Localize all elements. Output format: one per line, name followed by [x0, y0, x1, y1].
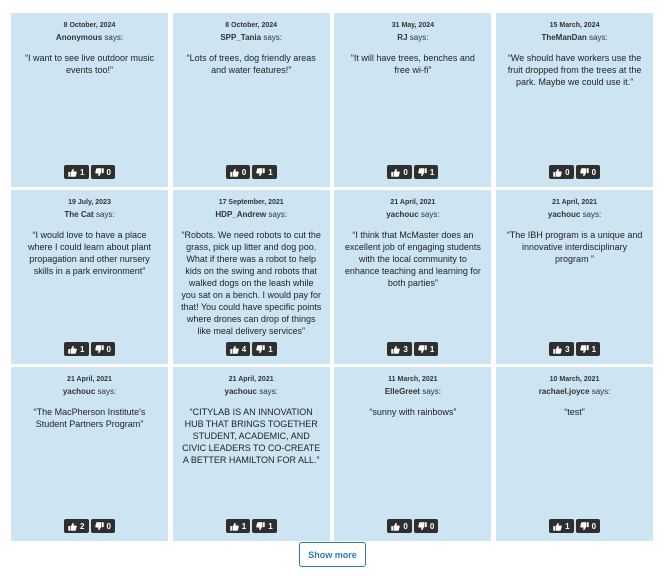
vote-bar: [173, 342, 330, 356]
comment-author: yachouc: [386, 210, 419, 219]
thumbs-down-icon: [418, 168, 427, 177]
says-label: says:: [422, 387, 441, 396]
vote-bar: [11, 165, 168, 179]
vote-bar: [334, 342, 491, 356]
like-button[interactable]: [64, 165, 88, 179]
dislike-count: 1: [268, 344, 273, 354]
like-count: 0: [403, 167, 408, 177]
comment-byline: [502, 386, 647, 398]
like-count: 1: [80, 344, 85, 354]
thumbs-down-icon: [580, 345, 589, 354]
thumbs-down-icon: [580, 522, 589, 531]
dislike-button[interactable]: [576, 165, 600, 179]
comment-card: [334, 367, 491, 541]
comment-date: 11 March, 2021: [388, 376, 438, 383]
dislike-count: 1: [429, 167, 435, 177]
comment-byline: [340, 32, 485, 44]
comment-card: [496, 190, 653, 364]
dislike-count: 0: [591, 521, 597, 531]
comment-byline: [502, 32, 647, 44]
thumbs-up-icon: [553, 522, 562, 531]
says-label: says:: [589, 33, 608, 42]
dislike-count: 0: [106, 167, 111, 177]
comment-card: [334, 13, 491, 187]
vote-bar: [334, 165, 491, 179]
dislike-count: 1: [268, 521, 273, 531]
like-button[interactable]: [226, 519, 250, 533]
thumbs-down-icon: [418, 522, 427, 531]
dislike-button[interactable]: [91, 342, 115, 356]
comment-date: 21 April, 2021: [228, 376, 274, 383]
dislike-button[interactable]: [252, 519, 276, 533]
comment-text: “sunny with rainbows”: [369, 407, 457, 417]
says-label: says:: [97, 387, 117, 396]
comment-text: “Robots. We need robots to cut the grass, pick up litter and dog poo. What if there was a robot to help kids on the swing and robots that walked dogs on the leash while you sat on a bench. I would pay for that! You could have specific points where drones can drop of things like meal delivery services”: [181, 230, 322, 336]
comment-date: 15 March, 2024: [549, 22, 600, 29]
comment-author: ElleGreet: [384, 387, 420, 396]
vote-bar: [11, 519, 168, 533]
thumbs-up-icon: [68, 168, 77, 177]
thumbs-down-icon: [256, 345, 265, 354]
thumbs-up-icon: [553, 168, 562, 177]
like-count: 2: [80, 521, 85, 531]
like-count: 0: [403, 521, 408, 531]
comment-text: “test”: [564, 407, 585, 417]
comment-text: “It will have trees, benches and free wi-fi”: [350, 53, 475, 75]
comment-author: rachael.joyce: [538, 387, 590, 396]
comment-card: [11, 367, 168, 541]
like-count: 3: [403, 344, 408, 354]
thumbs-up-icon: [553, 345, 562, 354]
thumbs-down-icon: [95, 522, 104, 531]
like-count: 0: [241, 167, 247, 177]
like-count: 0: [565, 167, 570, 177]
comment-card: [173, 367, 330, 541]
comment-text: “The IBH program is a unique and innovative interdisciplinary program ”: [506, 230, 643, 264]
dislike-count: 1: [268, 167, 273, 177]
comment-date: 21 April, 2021: [390, 199, 436, 206]
comments-grid: [11, 13, 652, 541]
comment-author: yachouc: [547, 210, 581, 219]
like-button[interactable]: [387, 342, 411, 356]
thumbs-up-icon: [391, 168, 400, 177]
comment-byline: [179, 209, 324, 221]
like-button[interactable]: [387, 519, 411, 533]
thumbs-up-icon: [391, 522, 400, 531]
like-button[interactable]: [549, 519, 573, 533]
comment-card: [496, 367, 653, 541]
dislike-count: 0: [591, 167, 597, 177]
comment-card: [173, 13, 330, 187]
thumbs-up-icon: [230, 345, 239, 354]
thumbs-up-icon: [230, 522, 239, 531]
comment-card: [11, 190, 168, 364]
comment-date: 8 October, 2024: [225, 22, 278, 29]
comment-date: 21 April, 2021: [67, 376, 112, 383]
like-button[interactable]: [64, 342, 88, 356]
comment-byline: [340, 386, 485, 398]
dislike-button[interactable]: [414, 165, 438, 179]
says-label: says:: [420, 210, 440, 219]
says-label: says:: [104, 33, 124, 42]
comment-date: 21 April, 2021: [552, 199, 597, 206]
comment-byline: [17, 386, 162, 398]
thumbs-up-icon: [68, 345, 77, 354]
comment-text: “I want to see live outdoor music events too!”: [24, 53, 155, 75]
comment-date: 8 October, 2024: [63, 22, 116, 29]
thumbs-up-icon: [68, 522, 77, 531]
thumbs-down-icon: [95, 168, 104, 177]
dislike-button[interactable]: [91, 165, 115, 179]
comment-text: “Lots of trees, dog friendly areas and water features!”: [186, 53, 316, 75]
comment-text: “CITYLAB IS AN INNOVATION HUB THAT BRINGS TOGETHER STUDENT, ACADEMIC, AND CIVIC LEADERS TO CO-CREATE A BETTER HAMILTON FOR ALL.”: [182, 407, 321, 465]
like-count: 4: [241, 344, 247, 354]
comment-author: RJ: [397, 33, 408, 42]
comment-card: [496, 13, 653, 187]
says-label: says:: [263, 33, 283, 42]
comment-byline: [17, 209, 162, 221]
comment-text: “I think that McMaster does an excellent job of engaging students with the local community to enhance teaching and learning for both parties”: [344, 230, 481, 288]
comment-byline: [17, 32, 162, 44]
vote-bar: [173, 165, 330, 179]
show-more-button[interactable]: Show more: [299, 542, 366, 567]
comment-byline: [179, 32, 324, 44]
like-button[interactable]: [387, 165, 411, 179]
comment-author: HDP_Andrew: [215, 210, 267, 219]
dislike-button[interactable]: [576, 342, 600, 356]
vote-bar: [11, 342, 168, 356]
dislike-count: 0: [429, 521, 435, 531]
comment-author: SPP_Tania: [220, 33, 262, 42]
like-count: 1: [241, 521, 247, 531]
comment-card: [173, 190, 330, 364]
dislike-button[interactable]: [414, 519, 438, 533]
comment-date: 31 May, 2024: [391, 22, 435, 29]
dislike-button[interactable]: [252, 165, 276, 179]
dislike-count: 1: [591, 344, 597, 354]
dislike-count: 1: [429, 344, 435, 354]
like-button[interactable]: [549, 165, 573, 179]
comment-byline: [179, 386, 324, 398]
comment-author: TheManDan: [541, 33, 587, 42]
says-label: says:: [582, 210, 602, 219]
says-label: says:: [268, 210, 287, 219]
comment-card: [334, 190, 491, 364]
comment-date: 19 July, 2023: [68, 199, 111, 206]
vote-bar: [496, 165, 653, 179]
says-label: says:: [95, 210, 115, 219]
comment-text: “We should have workers use the fruit dropped from the trees at the park. Maybe we could use it.”: [507, 53, 642, 87]
comment-author: The Cat: [64, 210, 94, 219]
thumbs-down-icon: [95, 345, 104, 354]
vote-bar: [496, 342, 653, 356]
like-button[interactable]: [226, 165, 250, 179]
says-label: says:: [409, 33, 429, 42]
thumbs-up-icon: [391, 345, 400, 354]
comment-date: 17 September, 2021: [218, 199, 284, 206]
comment-author: yachouc: [224, 387, 257, 396]
thumbs-up-icon: [230, 168, 239, 177]
thumbs-down-icon: [418, 345, 427, 354]
comment-author: yachouc: [62, 387, 96, 396]
comment-author: Anonymous: [55, 33, 103, 42]
like-button[interactable]: [64, 519, 88, 533]
vote-bar: [173, 519, 330, 533]
comment-date: 10 March, 2021: [549, 376, 600, 383]
thumbs-down-icon: [256, 168, 265, 177]
like-count: 1: [80, 167, 85, 177]
comment-card: [11, 13, 168, 187]
vote-bar: [496, 519, 653, 533]
dislike-count: 0: [106, 521, 111, 531]
like-count: 3: [565, 344, 570, 354]
dislike-button[interactable]: [91, 519, 115, 533]
comment-byline: [340, 209, 485, 221]
vote-bar: [334, 519, 491, 533]
says-label: says:: [259, 387, 278, 396]
comment-byline: [502, 209, 647, 221]
thumbs-down-icon: [580, 168, 589, 177]
like-count: 1: [565, 521, 570, 531]
like-button[interactable]: [226, 342, 250, 356]
comment-text: “The MacPherson Institute's Student Partners Program”: [33, 407, 146, 429]
dislike-count: 0: [106, 344, 111, 354]
says-label: says:: [591, 387, 611, 396]
dislike-button[interactable]: [576, 519, 600, 533]
thumbs-down-icon: [256, 522, 265, 531]
dislike-button[interactable]: [252, 342, 276, 356]
like-button[interactable]: [549, 342, 573, 356]
comment-text: “I would love to have a place where I could learn about plant propagation and other nursery skills in a park environment”: [27, 230, 152, 276]
dislike-button[interactable]: [414, 342, 438, 356]
